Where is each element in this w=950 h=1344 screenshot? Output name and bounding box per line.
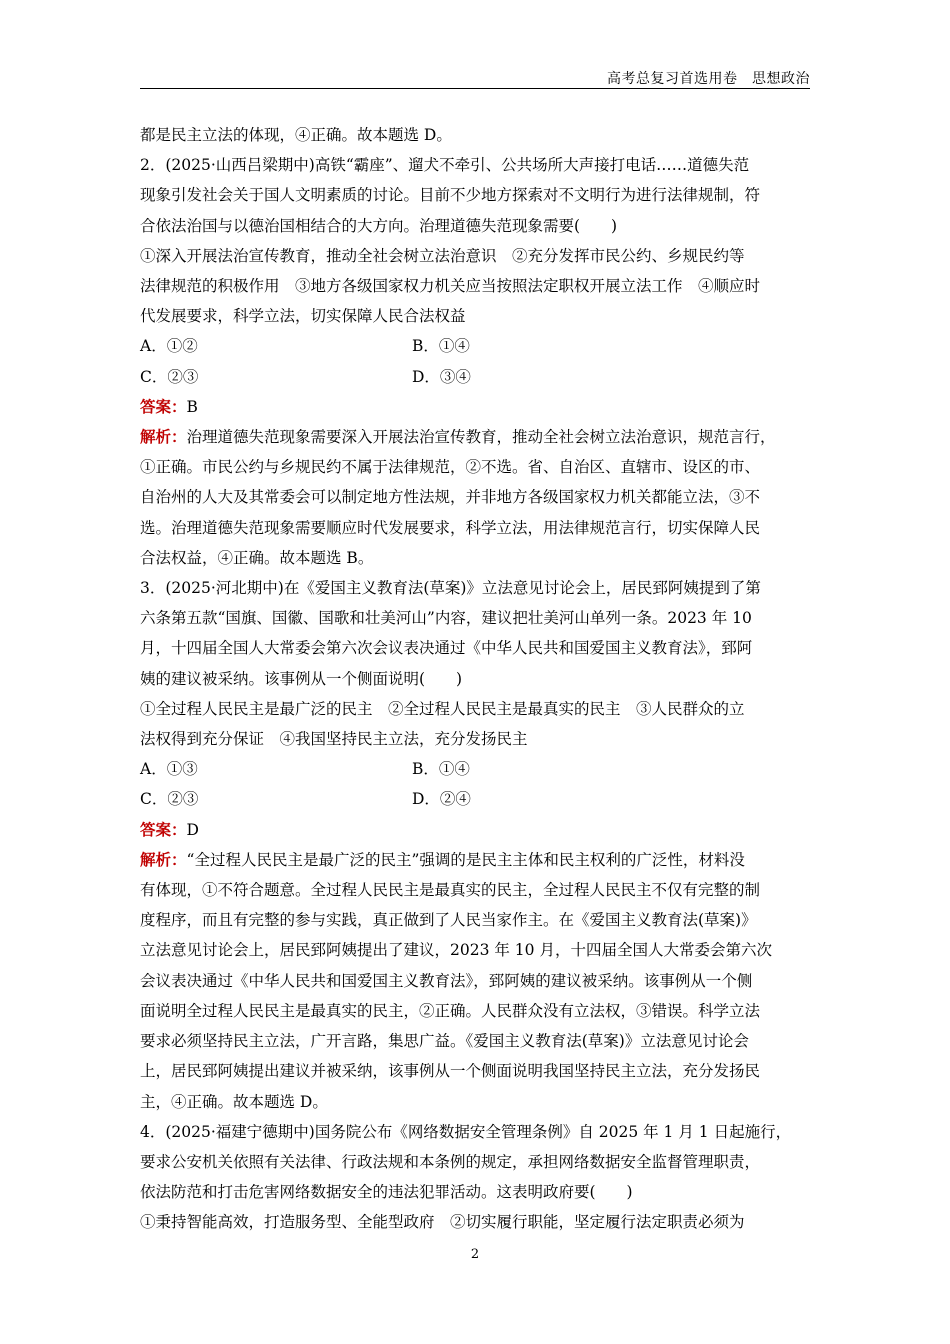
q4-stem-line-3: 依法防范和打击危害网络数据安全的违法犯罪活动。这表明政府要( ) xyxy=(140,1183,633,1202)
q2-analysis-first: 治理道德失范现象需要深入开展法治宣传教育，推动全社会树立法治意识，规范言行， xyxy=(186,428,776,447)
q2-option-b: B．①④ xyxy=(412,337,470,356)
q3-stem-line-1: 3．(2025·河北期中)在《爱国主义教育法(草案)》立法意见讨论会上，居民郅阿姨提到了第 xyxy=(140,579,761,598)
q2-analysis-line-2: ①正确。市民公约与乡规民约不属于法律规范，②不选。省、自治区、直辖市、设区的市、 xyxy=(140,458,761,477)
header-rule xyxy=(140,88,810,89)
q2-option-a: A．①② xyxy=(140,337,198,356)
q3-analysis-line-3: 度程序，而且有完整的参与实践，真正做到了人民当家作主。在《爱国主义教育法(草案)》 xyxy=(140,911,757,930)
q4-stem-line-1: 4．(2025·福建宁德期中)国务院公布《网络数据安全管理条例》自 2025 年 1 月 1 日起施行， xyxy=(140,1122,792,1141)
q2-answer-label: 答案： xyxy=(140,396,187,416)
q3-stem-line-2: 六条第五款“国旗、国徽、国歌和壮美河山”内容，建议把壮美河山单列一条。2023 年 10 xyxy=(140,609,752,628)
q3-answer-label: 答案： xyxy=(140,819,187,839)
q2-analysis-line-1 xyxy=(140,422,812,452)
running-header: 高考总复习首选用卷 思想政治 xyxy=(607,71,810,87)
q3-stem-line-3: 月，十四届全国人大常委会第六次会议表决通过《中华人民共和国爱国主义教育法》，郅阿 xyxy=(140,639,753,658)
q2-statement-line-1: ①深入开展法治宣传教育，推动全社会树立法治意识 ②充分发挥市民公约、乡规民约等 xyxy=(140,246,745,265)
q2-stem-line-1: 2．(2025·山西吕梁期中)高铁“霸座”、遛犬不牵引、公共场所大声接打电话……道德失范 xyxy=(140,156,750,175)
q3-options-row-1 xyxy=(140,754,812,784)
q3-analysis-line-5: 会议表决通过《中华人民共和国爱国主义教育法》，郅阿姨的建议被采纳。该事例从一个侧 xyxy=(140,971,753,990)
q3-analysis-line-4: 立法意见讨论会上，居民郅阿姨提出了建议，2023 年 10 月，十四届全国人大常委会第六次 xyxy=(140,941,772,960)
q3-analysis-label: 解析： xyxy=(140,849,187,869)
q3-analysis-line-1 xyxy=(140,845,812,875)
q2-analysis-label: 解析： xyxy=(140,427,187,447)
question-3 xyxy=(140,573,812,1117)
q3-option-a: A．①③ xyxy=(140,760,198,779)
q3-analysis-first: “全过程人民民主是最广泛的民主”强调的是民主主体和民主权利的广泛性，材料没 xyxy=(186,850,745,869)
q2-option-d: D．③④ xyxy=(412,367,471,386)
page-content xyxy=(140,120,812,1238)
q2-answer-value: B xyxy=(186,397,198,416)
q3-options-row-2 xyxy=(140,784,812,814)
q3-option-b: B．①④ xyxy=(412,760,470,779)
q2-analysis-line-3: 自治州的人大及其常委会可以制定地方性法规，并非地方各级国家权力机关都能立法，③不 xyxy=(140,488,761,507)
q3-option-c: C．②③ xyxy=(140,790,199,809)
q2-statement-line-2: 法律规范的积极作用 ③地方各级国家权力机关应当按照法定职权开展立法工作 ④顺应时 xyxy=(140,277,761,296)
q3-statement-line-2: 法权得到充分保证 ④我国坚持民主立法，充分发扬民主 xyxy=(140,730,528,749)
q3-analysis-line-2: 有体现，①不符合题意。全过程人民民主是最真实的民主，全过程人民民主不仅有完整的制 xyxy=(140,881,761,900)
q2-options-row-1 xyxy=(140,331,812,361)
q2-options-row-2 xyxy=(140,362,812,392)
q2-answer xyxy=(140,392,812,422)
q3-analysis-line-9: 主，④正确。故本题选 D。 xyxy=(140,1092,328,1111)
q3-analysis-line-8: 上，居民郅阿姨提出建议并被采纳，该事例从一个侧面说明我国坚持民主立法，充分发扬民 xyxy=(140,1062,761,1081)
q2-stem-line-3: 合依法治国与以德治国相结合的大方向。治理道德失范现象需要( ) xyxy=(140,216,618,235)
q3-answer-value: D xyxy=(186,820,199,839)
intro-line: 都是民主立法的体现，④正确。故本题选 D。 xyxy=(140,126,452,144)
q3-statement-line-1: ①全过程人民民主是最广泛的民主 ②全过程人民民主是最真实的民主 ③人民群众的立 xyxy=(140,699,745,718)
q2-statement-line-3: 代发展要求，科学立法，切实保障人民合法权益 xyxy=(140,307,466,326)
q2-option-c: C．②③ xyxy=(140,367,199,386)
question-2 xyxy=(140,150,812,573)
q3-answer xyxy=(140,815,812,845)
q4-stem-line-2: 要求公安机关依照有关法律、行政法规和本条例的规定，承担网络数据安全监督管理职责， xyxy=(140,1152,761,1171)
q3-analysis-line-7: 要求必须坚持民主立法，广开言路，集思广益。《爱国主义教育法(草案)》立法意见讨论会 xyxy=(140,1032,749,1051)
q3-analysis-line-6: 面说明全过程人民民主是最真实的民主，②正确。人民群众没有立法权，③错误。科学立法 xyxy=(140,1001,761,1020)
q4-statement-line-1: ①秉持智能高效，打造服务型、全能型政府 ②切实履行职能，坚定履行法定职责必须为 xyxy=(140,1213,745,1232)
q2-analysis-line-5: 合法权益，④正确。故本题选 B。 xyxy=(140,548,374,567)
q2-stem-line-2: 现象引发社会关于国人文明素质的讨论。目前不少地方探索对不文明行为进行法律规制，符 xyxy=(140,186,761,205)
question-4 xyxy=(140,1117,812,1238)
q3-stem-line-4: 姨的建议被采纳。该事例从一个侧面说明( ) xyxy=(140,669,463,688)
page-number: 2 xyxy=(470,1247,480,1262)
q3-option-d: D．②④ xyxy=(412,790,471,809)
q2-analysis-line-4: 选。治理道德失范现象需要顺应时代发展要求，科学立法，用法律规范言行，切实保障人民 xyxy=(140,518,761,537)
